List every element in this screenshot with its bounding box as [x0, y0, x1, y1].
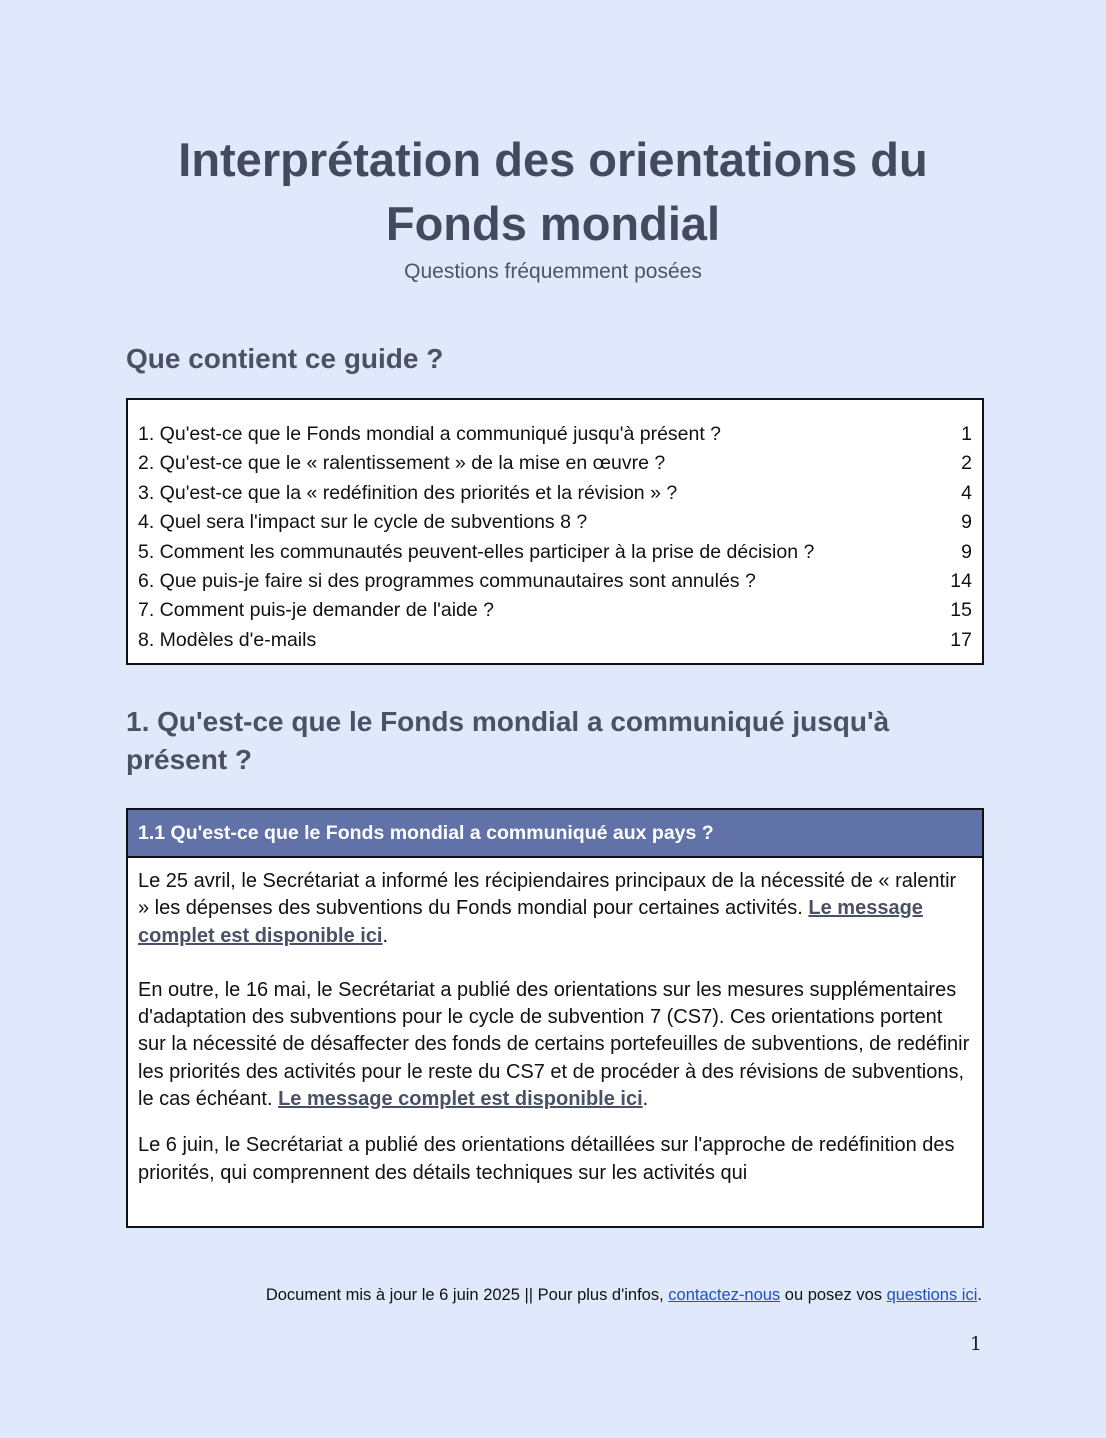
- questions-link[interactable]: questions ici: [886, 1286, 978, 1304]
- toc-item-label[interactable]: 4. Quel sera l'impact sur le cycle de subventions 8 ?: [138, 511, 588, 534]
- table-of-contents: [126, 398, 984, 665]
- toc-item[interactable]: [138, 420, 972, 449]
- toc-item-page: 9: [961, 511, 972, 534]
- qa-paragraph-text: Le 25 avril, le Secrétariat a informé les récipiendaires principaux de la nécessité de « ralentir » les dépenses des subventions du Fonds mondial pour certaines activités.: [138, 870, 957, 920]
- toc-item-page: 4: [961, 481, 972, 504]
- qa-paragraph: [138, 1132, 972, 1187]
- toc-item[interactable]: [138, 538, 972, 567]
- footer-note: [266, 1284, 982, 1306]
- toc-item[interactable]: [138, 567, 972, 596]
- footer-note-text: ou posez vos: [780, 1286, 887, 1304]
- qa-box: [126, 808, 984, 1228]
- toc-item-page: 2: [961, 452, 972, 475]
- page-number: 1: [969, 1333, 982, 1355]
- toc-item-page: 17: [950, 628, 972, 651]
- period: .: [382, 924, 389, 947]
- toc-item-label[interactable]: 3. Qu'est-ce que la « redéfinition des priorités et la révision » ?: [138, 481, 678, 504]
- toc-item-label[interactable]: 8. Modèles d'e-mails: [138, 628, 317, 651]
- qa-paragraph-text: En outre, le 16 mai, le Secrétariat a publié des orientations sur les mesures supplémentaires d'adaptation des subventions pour le cycle de subvention 7 (CS7). Ces orientations portent sur la nécessité de désaffecter des fonds de certains portefeuilles de subventions, de redéfinir les priorités des activités pour le reste du CS7 et de procéder à des révisions de subventions, le cas échéant.: [138, 978, 970, 1111]
- qa-paragraph-text: Le 6 juin, le Secrétariat a publié des orientations détaillées sur l'approche de redéfinition des priorités, qui comprennent des détails techniques sur les activités qui: [138, 1134, 955, 1184]
- qa-paragraph: [138, 977, 972, 1113]
- toc-list: [128, 400, 982, 655]
- toc-item-label[interactable]: 5. Comment les communautés peuvent-elles participer à la prise de décision ?: [138, 540, 815, 563]
- toc-heading: Que contient ce guide ?: [126, 343, 444, 374]
- toc-item[interactable]: [138, 626, 972, 655]
- period: .: [642, 1088, 649, 1111]
- toc-item-page: 15: [950, 599, 972, 622]
- footer-note-text: .: [977, 1286, 982, 1304]
- toc-item-page: 1: [961, 423, 972, 445]
- section-1-heading: 1. Qu'est-ce que le Fonds mondial a communiqué jusqu'à présent ?: [126, 706, 890, 775]
- toc-item-page: 14: [950, 570, 972, 593]
- toc-item[interactable]: [138, 479, 972, 508]
- footer-note-text: Document mis à jour le 6 juin 2025 || Pour plus d'infos,: [265, 1286, 669, 1304]
- document-title-line2: Fonds mondial: [385, 197, 721, 250]
- toc-item[interactable]: [138, 596, 972, 625]
- document-title: [100, 128, 1006, 256]
- toc-item-label[interactable]: 7. Comment puis-je demander de l'aide ?: [138, 599, 494, 622]
- toc-item[interactable]: [138, 449, 972, 478]
- contact-link[interactable]: contactez-nous: [668, 1286, 781, 1304]
- toc-item-label[interactable]: 2. Qu'est-ce que le « ralentissement » de la mise en œuvre ?: [138, 452, 666, 475]
- qa-box-title: 1.1 Qu'est-ce que le Fonds mondial a communiqué aux pays ?: [128, 810, 982, 858]
- qa-paragraph: [138, 868, 972, 950]
- document-subtitle: Questions fréquemment posées: [404, 260, 702, 283]
- full-message-link[interactable]: Le message complet est disponible ici: [278, 1088, 643, 1111]
- document-title-line1: Interprétation des orientations du: [178, 133, 928, 186]
- qa-box-body: [128, 858, 982, 1187]
- toc-item-label[interactable]: 1. Qu'est-ce que le Fonds mondial a communiqué jusqu'à présent ?: [138, 423, 722, 445]
- toc-item-label[interactable]: 6. Que puis-je faire si des programmes communautaires sont annulés ?: [138, 570, 756, 593]
- full-message-link[interactable]: Le message complet est disponible ici: [138, 897, 923, 947]
- toc-item[interactable]: [138, 508, 972, 537]
- toc-item-page: 9: [961, 540, 972, 563]
